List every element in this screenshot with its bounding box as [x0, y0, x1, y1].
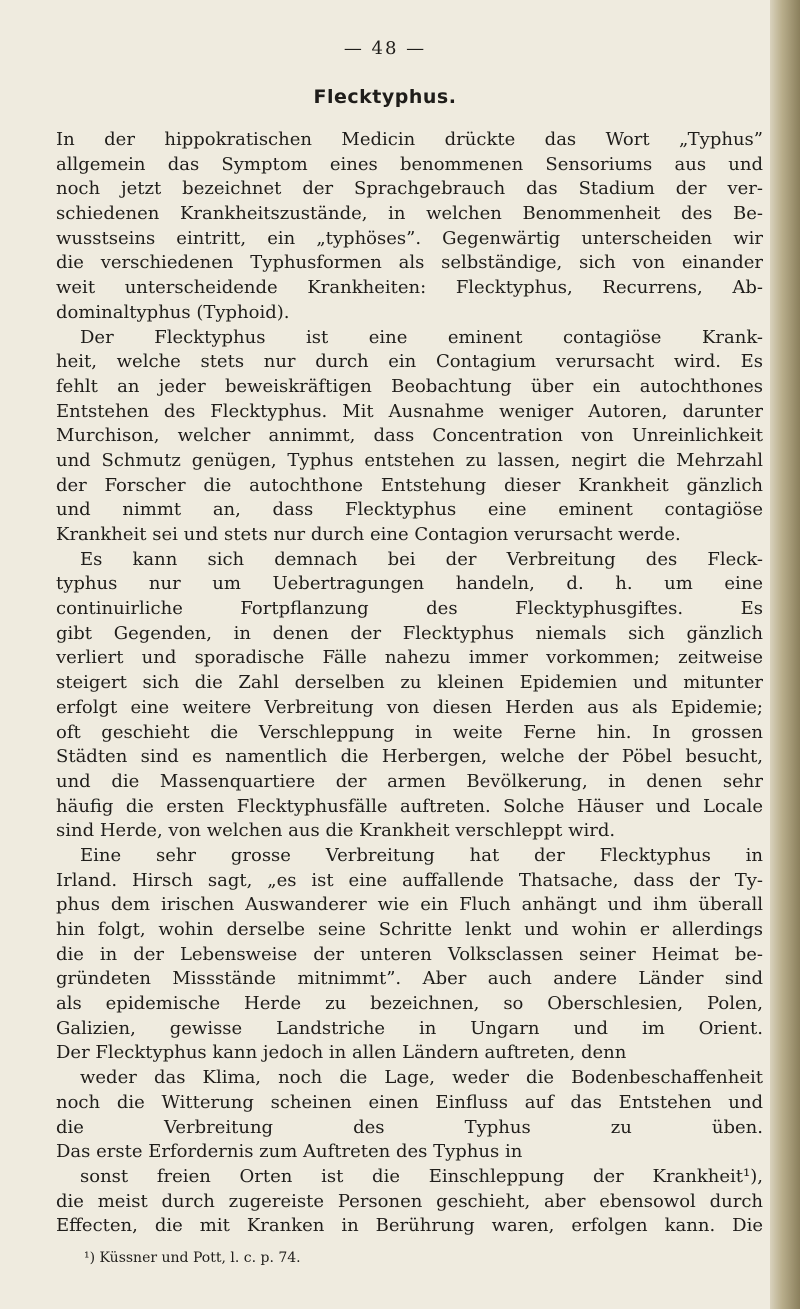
- body-text: [56, 128, 763, 1239]
- text-line: häufig die ersten Flecktyphusfälle auftreten. Solche Häuser und Locale: [56, 795, 763, 817]
- text-line: sonst freien Orten ist die Einschleppung der Krankheit¹),: [80, 1165, 763, 1187]
- text-line: noch jetzt bezeichnet der Sprachgebrauch das Stadium der ver-: [56, 178, 763, 200]
- text-line: allgemein das Symptom eines benommenen Sensoriums aus und: [56, 153, 763, 175]
- text-line: erfolgt eine weitere Verbreitung von diesen Herden aus als Epidemie;: [56, 696, 763, 718]
- text-line: wusstseins eintritt, ein „typhöses”. Gegenwärtig unterscheiden wir: [56, 227, 763, 249]
- text-line: fehlt an jeder beweiskräftigen Beobachtung über ein autochthones: [56, 375, 763, 397]
- text-line: Das erste Erfordernis zum Auftreten des Typhus in: [56, 1141, 523, 1163]
- text-line: steigert sich die Zahl derselben zu kleinen Epidemien und mitunter: [56, 672, 763, 694]
- footnote: ¹) Küssner und Pott, l. c. p. 74.: [84, 1250, 301, 1266]
- text-line: Murchison, welcher annimmt, dass Concentration von Unreinlichkeit: [56, 425, 763, 447]
- text-line: weit unterscheidende Krankheiten: Flecktyphus, Recurrens, Ab-: [56, 277, 763, 299]
- text-line: die in der Lebensweise der unteren Volksclassen seiner Heimat be-: [56, 943, 763, 965]
- text-line: In der hippokratischen Medicin drückte das Wort „Typhus”: [56, 129, 763, 150]
- text-line: und nimmt an, dass Flecktyphus eine eminent contagiöse: [56, 499, 763, 521]
- text-line: Effecten, die mit Kranken in Berührung waren, erfolgen kann. Die: [56, 1215, 763, 1237]
- text-line: der Forscher die autochthone Entstehung dieser Krankheit gänzlich: [56, 474, 763, 496]
- page-edge: [770, 0, 800, 1309]
- text-line: dominaltyphus (Typhoid).: [56, 301, 290, 323]
- text-line: die meist durch zugereiste Personen geschieht, aber ebensowol durch: [56, 1190, 763, 1212]
- chapter-heading: Flecktyphus.: [313, 86, 457, 108]
- text-line: phus dem irischen Auswanderer wie ein Fluch anhängt und ihm überall: [56, 894, 763, 916]
- text-line: weder das Klima, noch die Lage, weder die Bodenbeschaffenheit: [80, 1067, 763, 1089]
- text-line: heit, welche stets nur durch ein Contagium verursacht wird. Es: [56, 351, 763, 373]
- text-line: continuirliche Fortpflanzung des Flecktyphusgiftes. Es: [56, 598, 763, 620]
- text-line: und Schmutz genügen, Typhus entstehen zu lassen, negirt die Mehrzahl: [56, 449, 763, 471]
- text-line: Der Flecktyphus kann jedoch in allen Ländern auftreten, denn: [56, 1042, 627, 1064]
- text-line: als epidemische Herde zu bezeichnen, so Oberschlesien, Polen,: [56, 993, 763, 1015]
- text-line: Galizien, gewisse Landstriche in Ungarn und im Orient.: [56, 1017, 763, 1039]
- text-line: die verschiedenen Typhusformen als selbständige, sich von einander: [56, 252, 763, 274]
- text-line: Der Flecktyphus ist eine eminent contagiöse Krank-: [80, 326, 763, 348]
- text-line: noch die Witterung scheinen einen Einfluss auf das Entstehen und: [56, 1091, 763, 1113]
- text-line: sind Herde, von welchen aus die Krankheit verschleppt wird.: [56, 820, 616, 842]
- text-line: Städten sind es namentlich die Herbergen, welche der Pöbel besucht,: [56, 746, 763, 768]
- text-line: die Verbreitung des Typhus zu üben.: [56, 1116, 763, 1138]
- text-line: Krankheit sei und stets nur durch eine Contagion verursacht werde.: [56, 524, 681, 545]
- text-line: gibt Gegenden, in denen der Flecktyphus niemals sich gänzlich: [56, 622, 763, 644]
- text-line: hin folgt, wohin derselbe seine Schritte lenkt und wohin er allerdings: [56, 919, 763, 940]
- text-line: Eine sehr grosse Verbreitung hat der Flecktyphus in: [80, 844, 763, 866]
- text-line: oft geschieht die Verschleppung in weite Ferne hin. In grossen: [56, 721, 763, 743]
- text-line: Entstehen des Flecktyphus. Mit Ausnahme weniger Autoren, darunter: [56, 400, 763, 422]
- text-line: schiedenen Krankheitszustände, in welchen Benommenheit des Be-: [56, 203, 763, 225]
- text-line: Es kann sich demnach bei der Verbreitung des Fleck-: [80, 548, 763, 570]
- text-line: typhus nur um Uebertragungen handeln, d. h. um eine: [56, 573, 763, 595]
- page-number: — 48 —: [343, 38, 427, 59]
- text-line: gründeten Missstände mitnimmt”. Aber auch andere Länder sind: [56, 968, 763, 990]
- text-line: verliert und sporadische Fälle nahezu immer vorkommen; zeitweise: [56, 647, 763, 669]
- text-line: Irland. Hirsch sagt, „es ist eine auffallende Thatsache, dass der Ty-: [56, 869, 763, 891]
- text-line: und die Massenquartiere der armen Bevölkerung, in denen sehr: [56, 770, 763, 792]
